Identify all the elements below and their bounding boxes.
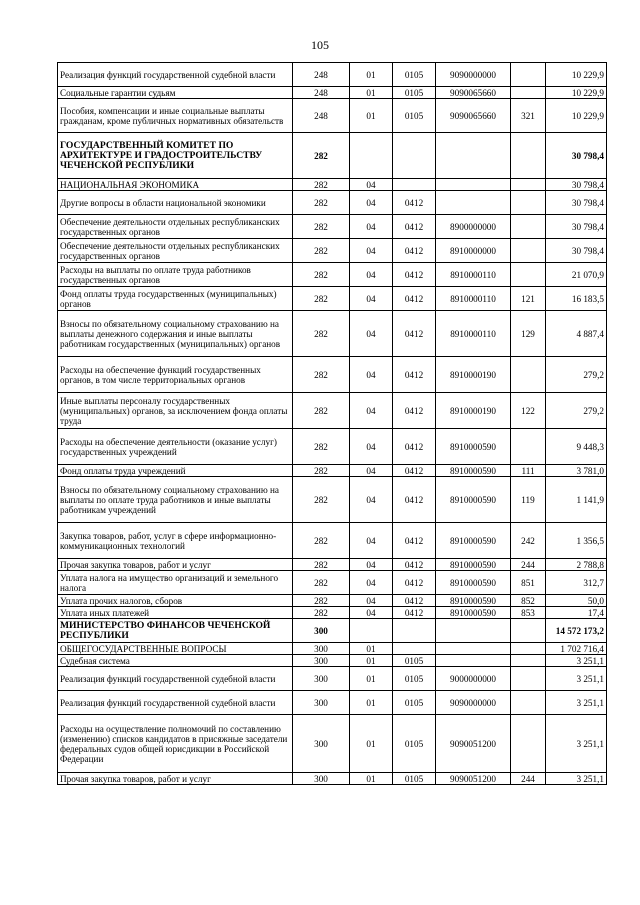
row-name-cell: Реализация функций государственной судебной власти <box>58 63 293 87</box>
table-row <box>58 477 607 523</box>
row-name-cell: Закупка товаров, работ, услуг в сфере информационно-коммуникационных технологий <box>58 523 293 559</box>
expense-type-cell: 851 <box>511 571 546 595</box>
table-row <box>58 607 607 619</box>
expense-type-cell <box>511 357 546 393</box>
ved-code-cell: 300 <box>293 667 350 691</box>
target-article-cell: 9090065660 <box>436 87 511 99</box>
amount-cell: 50,0 <box>546 595 607 607</box>
amount-cell: 30 798,4 <box>546 179 607 191</box>
section-code-cell: 04 <box>350 559 393 571</box>
table-row <box>58 263 607 287</box>
section-code-cell: 04 <box>350 571 393 595</box>
table-row <box>58 239 607 263</box>
table-row <box>58 133 607 179</box>
target-article-cell: 8910000590 <box>436 429 511 465</box>
expense-type-cell: 853 <box>511 607 546 619</box>
amount-cell: 3 251,1 <box>546 667 607 691</box>
expense-type-cell <box>511 63 546 87</box>
section-code-cell: 04 <box>350 477 393 523</box>
row-name-cell: Уплата налога на имущество организаций и земельного налога <box>58 571 293 595</box>
target-article-cell: 8910000590 <box>436 607 511 619</box>
section-code-cell: 04 <box>350 311 393 357</box>
section-code-cell: 04 <box>350 215 393 239</box>
table-row <box>58 87 607 99</box>
target-article-cell: 9090065660 <box>436 99 511 133</box>
expense-type-cell: 111 <box>511 465 546 477</box>
expense-type-cell: 242 <box>511 523 546 559</box>
row-name-cell: Фонд оплаты труда государственных (муниципальных) органов <box>58 287 293 311</box>
section-code-cell: 04 <box>350 429 393 465</box>
amount-cell: 30 798,4 <box>546 239 607 263</box>
ved-code-cell: 282 <box>293 607 350 619</box>
subsection-code-cell: 0412 <box>393 523 436 559</box>
amount-cell: 1 702 716,4 <box>546 643 607 655</box>
subsection-code-cell: 0412 <box>393 559 436 571</box>
expense-type-cell <box>511 655 546 667</box>
expense-type-cell <box>511 133 546 179</box>
subsection-code-cell: 0412 <box>393 429 436 465</box>
amount-cell: 3 251,1 <box>546 773 607 785</box>
subsection-code-cell: 0105 <box>393 691 436 715</box>
amount-cell: 3 251,1 <box>546 691 607 715</box>
expense-type-cell: 244 <box>511 559 546 571</box>
amount-cell: 1 141,9 <box>546 477 607 523</box>
table-row <box>58 667 607 691</box>
subsection-code-cell: 0412 <box>393 607 436 619</box>
section-code-cell: 01 <box>350 643 393 655</box>
table-row <box>58 215 607 239</box>
row-name-cell: Прочая закупка товаров, работ и услуг <box>58 773 293 785</box>
amount-cell: 1 356,5 <box>546 523 607 559</box>
table-row <box>58 179 607 191</box>
amount-cell: 279,2 <box>546 393 607 429</box>
expense-type-cell <box>511 619 546 643</box>
ved-code-cell: 282 <box>293 191 350 215</box>
section-code-cell: 01 <box>350 667 393 691</box>
amount-cell: 312,7 <box>546 571 607 595</box>
table-row <box>58 63 607 87</box>
table-row <box>58 465 607 477</box>
ved-code-cell: 300 <box>293 643 350 655</box>
amount-cell: 21 070,9 <box>546 263 607 287</box>
section-code-cell: 04 <box>350 239 393 263</box>
section-code-cell: 04 <box>350 179 393 191</box>
row-name-cell: МИНИСТЕРСТВО ФИНАНСОВ ЧЕЧЕНСКОЙ РЕСПУБЛИКИ <box>58 619 293 643</box>
amount-cell: 10 229,9 <box>546 63 607 87</box>
amount-cell: 4 887,4 <box>546 311 607 357</box>
amount-cell: 3 251,1 <box>546 655 607 667</box>
amount-cell: 3 251,1 <box>546 715 607 773</box>
target-article-cell <box>436 179 511 191</box>
row-name-cell: Расходы на обеспечение деятельности (оказание услуг) государственных учреждений <box>58 429 293 465</box>
section-code-cell: 04 <box>350 607 393 619</box>
row-name-cell: Расходы на выплаты по оплате труда работников государственных органов <box>58 263 293 287</box>
target-article-cell: 9090051200 <box>436 773 511 785</box>
table-row <box>58 559 607 571</box>
ved-code-cell: 282 <box>293 429 350 465</box>
section-code-cell: 01 <box>350 87 393 99</box>
target-article-cell: 8910000110 <box>436 311 511 357</box>
subsection-code-cell: 0105 <box>393 773 436 785</box>
expense-type-cell <box>511 667 546 691</box>
ved-code-cell: 248 <box>293 99 350 133</box>
ved-code-cell: 248 <box>293 63 350 87</box>
row-name-cell: Иные выплаты персоналу государственных (муниципальных) органов, за исключением фонда оплаты труда <box>58 393 293 429</box>
amount-cell: 14 572 173,2 <box>546 619 607 643</box>
amount-cell: 17,4 <box>546 607 607 619</box>
ved-code-cell: 300 <box>293 655 350 667</box>
subsection-code-cell: 0412 <box>393 465 436 477</box>
expense-type-cell <box>511 691 546 715</box>
ved-code-cell: 282 <box>293 523 350 559</box>
table-row <box>58 523 607 559</box>
row-name-cell: Фонд оплаты труда учреждений <box>58 465 293 477</box>
section-code-cell: 01 <box>350 715 393 773</box>
expense-type-cell <box>511 429 546 465</box>
expense-type-cell <box>511 715 546 773</box>
target-article-cell <box>436 619 511 643</box>
section-code-cell: 01 <box>350 63 393 87</box>
expense-type-cell <box>511 87 546 99</box>
ved-code-cell: 300 <box>293 773 350 785</box>
table-row <box>58 595 607 607</box>
section-code-cell: 01 <box>350 773 393 785</box>
subsection-code-cell: 0412 <box>393 263 436 287</box>
row-name-cell: Судебная система <box>58 655 293 667</box>
table-row <box>58 357 607 393</box>
section-code-cell: 04 <box>350 357 393 393</box>
expense-type-cell: 121 <box>511 287 546 311</box>
row-name-cell: ОБЩЕГОСУДАРСТВЕННЫЕ ВОПРОСЫ <box>58 643 293 655</box>
row-name-cell: Взносы по обязательному социальному страхованию на выплаты денежного содержания и иные выплаты работникам государственных (муниципальных) органов <box>58 311 293 357</box>
amount-cell: 3 781,0 <box>546 465 607 477</box>
subsection-code-cell: 0412 <box>393 191 436 215</box>
page-number: 105 <box>311 38 329 52</box>
section-code-cell: 01 <box>350 691 393 715</box>
target-article-cell: 9000000000 <box>436 667 511 691</box>
ved-code-cell: 282 <box>293 311 350 357</box>
row-name-cell: Расходы на обеспечение функций государственных органов, в том числе территориальных органов <box>58 357 293 393</box>
table-row <box>58 571 607 595</box>
target-article-cell: 8910000110 <box>436 287 511 311</box>
subsection-code-cell <box>393 179 436 191</box>
subsection-code-cell: 0412 <box>393 571 436 595</box>
row-name-cell: Уплата прочих налогов, сборов <box>58 595 293 607</box>
ved-code-cell: 282 <box>293 215 350 239</box>
row-name-cell: Прочая закупка товаров, работ и услуг <box>58 559 293 571</box>
ved-code-cell: 282 <box>293 179 350 191</box>
table-row <box>58 655 607 667</box>
expense-type-cell: 119 <box>511 477 546 523</box>
row-name-cell: Обеспечение деятельности отдельных республиканских государственных органов <box>58 215 293 239</box>
subsection-code-cell: 0412 <box>393 477 436 523</box>
expense-type-cell: 122 <box>511 393 546 429</box>
expense-type-cell <box>511 215 546 239</box>
amount-cell: 10 229,9 <box>546 87 607 99</box>
expense-type-cell: 129 <box>511 311 546 357</box>
subsection-code-cell: 0412 <box>393 357 436 393</box>
section-code-cell: 01 <box>350 99 393 133</box>
subsection-code-cell: 0412 <box>393 287 436 311</box>
section-code-cell: 04 <box>350 595 393 607</box>
ved-code-cell: 248 <box>293 87 350 99</box>
row-name-cell: Пособия, компенсации и иные социальные выплаты гражданам, кроме публичных нормативных обязательств <box>58 99 293 133</box>
ved-code-cell: 282 <box>293 263 350 287</box>
expense-type-cell <box>511 179 546 191</box>
subsection-code-cell: 0105 <box>393 655 436 667</box>
subsection-code-cell: 0412 <box>393 393 436 429</box>
table-row <box>58 393 607 429</box>
target-article-cell: 8910000190 <box>436 393 511 429</box>
target-article-cell: 8910000590 <box>436 465 511 477</box>
row-name-cell: Другие вопросы в области национальной экономики <box>58 191 293 215</box>
subsection-code-cell: 0105 <box>393 99 436 133</box>
subsection-code-cell: 0412 <box>393 311 436 357</box>
amount-cell: 279,2 <box>546 357 607 393</box>
section-code-cell: 01 <box>350 655 393 667</box>
target-article-cell <box>436 133 511 179</box>
target-article-cell: 8910000590 <box>436 595 511 607</box>
subsection-code-cell: 0412 <box>393 239 436 263</box>
table-row <box>58 99 607 133</box>
row-name-cell: НАЦИОНАЛЬНАЯ ЭКОНОМИКА <box>58 179 293 191</box>
ved-code-cell: 282 <box>293 287 350 311</box>
expense-type-cell: 321 <box>511 99 546 133</box>
target-article-cell: 8910000190 <box>436 357 511 393</box>
subsection-code-cell: 0105 <box>393 715 436 773</box>
amount-cell: 9 448,3 <box>546 429 607 465</box>
amount-cell: 30 798,4 <box>546 133 607 179</box>
row-name-cell: ГОСУДАРСТВЕННЫЙ КОМИТЕТ ПО АРХИТЕКТУРЕ И ГРАДОСТРОИТЕЛЬСТВУ ЧЕЧЕНСКОЙ РЕСПУБЛИКИ <box>58 133 293 179</box>
ved-code-cell: 282 <box>293 393 350 429</box>
target-article-cell: 8900000000 <box>436 215 511 239</box>
expense-type-cell <box>511 643 546 655</box>
section-code-cell: 04 <box>350 465 393 477</box>
expense-type-cell <box>511 239 546 263</box>
ved-code-cell: 300 <box>293 691 350 715</box>
amount-cell: 30 798,4 <box>546 215 607 239</box>
ved-code-cell: 282 <box>293 477 350 523</box>
target-article-cell: 9090051200 <box>436 715 511 773</box>
expense-type-cell <box>511 263 546 287</box>
table-row <box>58 311 607 357</box>
row-name-cell: Реализация функций государственной судебной власти <box>58 667 293 691</box>
table-row <box>58 643 607 655</box>
expense-type-cell: 244 <box>511 773 546 785</box>
target-article-cell: 8910000000 <box>436 239 511 263</box>
section-code-cell <box>350 133 393 179</box>
table-row <box>58 429 607 465</box>
section-code-cell: 04 <box>350 263 393 287</box>
subsection-code-cell: 0105 <box>393 667 436 691</box>
target-article-cell <box>436 655 511 667</box>
table-row <box>58 619 607 643</box>
budget-table <box>57 62 607 785</box>
target-article-cell: 8910000590 <box>436 559 511 571</box>
row-name-cell: Расходы на осуществление полномочий по составлению (изменению) списков кандидатов в присяжные заседатели федеральных судов общей юрисдикции в Российской Федерации <box>58 715 293 773</box>
ved-code-cell: 282 <box>293 239 350 263</box>
subsection-code-cell <box>393 643 436 655</box>
target-article-cell: 8910000590 <box>436 523 511 559</box>
section-code-cell: 04 <box>350 523 393 559</box>
subsection-code-cell: 0412 <box>393 595 436 607</box>
ved-code-cell: 300 <box>293 619 350 643</box>
target-article-cell: 8910000590 <box>436 477 511 523</box>
target-article-cell: 8910000110 <box>436 263 511 287</box>
row-name-cell: Уплата иных платежей <box>58 607 293 619</box>
target-article-cell: 9090000000 <box>436 63 511 87</box>
row-name-cell: Взносы по обязательному социальному страхованию на выплаты по оплате труда работников и иные выплаты работникам учреждений <box>58 477 293 523</box>
section-code-cell: 04 <box>350 393 393 429</box>
subsection-code-cell <box>393 133 436 179</box>
section-code-cell: 04 <box>350 191 393 215</box>
expense-type-cell: 852 <box>511 595 546 607</box>
amount-cell: 30 798,4 <box>546 191 607 215</box>
table-row <box>58 715 607 773</box>
subsection-code-cell <box>393 619 436 643</box>
subsection-code-cell: 0412 <box>393 215 436 239</box>
table-row <box>58 287 607 311</box>
table-row <box>58 191 607 215</box>
table-row <box>58 691 607 715</box>
ved-code-cell: 282 <box>293 571 350 595</box>
amount-cell: 10 229,9 <box>546 99 607 133</box>
table-row <box>58 773 607 785</box>
target-article-cell <box>436 191 511 215</box>
target-article-cell: 9090000000 <box>436 691 511 715</box>
ved-code-cell: 282 <box>293 595 350 607</box>
subsection-code-cell: 0105 <box>393 87 436 99</box>
ved-code-cell: 300 <box>293 715 350 773</box>
target-article-cell: 8910000590 <box>436 571 511 595</box>
ved-code-cell: 282 <box>293 133 350 179</box>
amount-cell: 16 183,5 <box>546 287 607 311</box>
section-code-cell <box>350 619 393 643</box>
row-name-cell: Социальные гарантии судьям <box>58 87 293 99</box>
amount-cell: 2 788,8 <box>546 559 607 571</box>
target-article-cell <box>436 643 511 655</box>
row-name-cell: Реализация функций государственной судебной власти <box>58 691 293 715</box>
subsection-code-cell: 0105 <box>393 63 436 87</box>
expense-type-cell <box>511 191 546 215</box>
ved-code-cell: 282 <box>293 357 350 393</box>
row-name-cell: Обеспечение деятельности отдельных республиканских государственных органов <box>58 239 293 263</box>
ved-code-cell: 282 <box>293 465 350 477</box>
ved-code-cell: 282 <box>293 559 350 571</box>
section-code-cell: 04 <box>350 287 393 311</box>
